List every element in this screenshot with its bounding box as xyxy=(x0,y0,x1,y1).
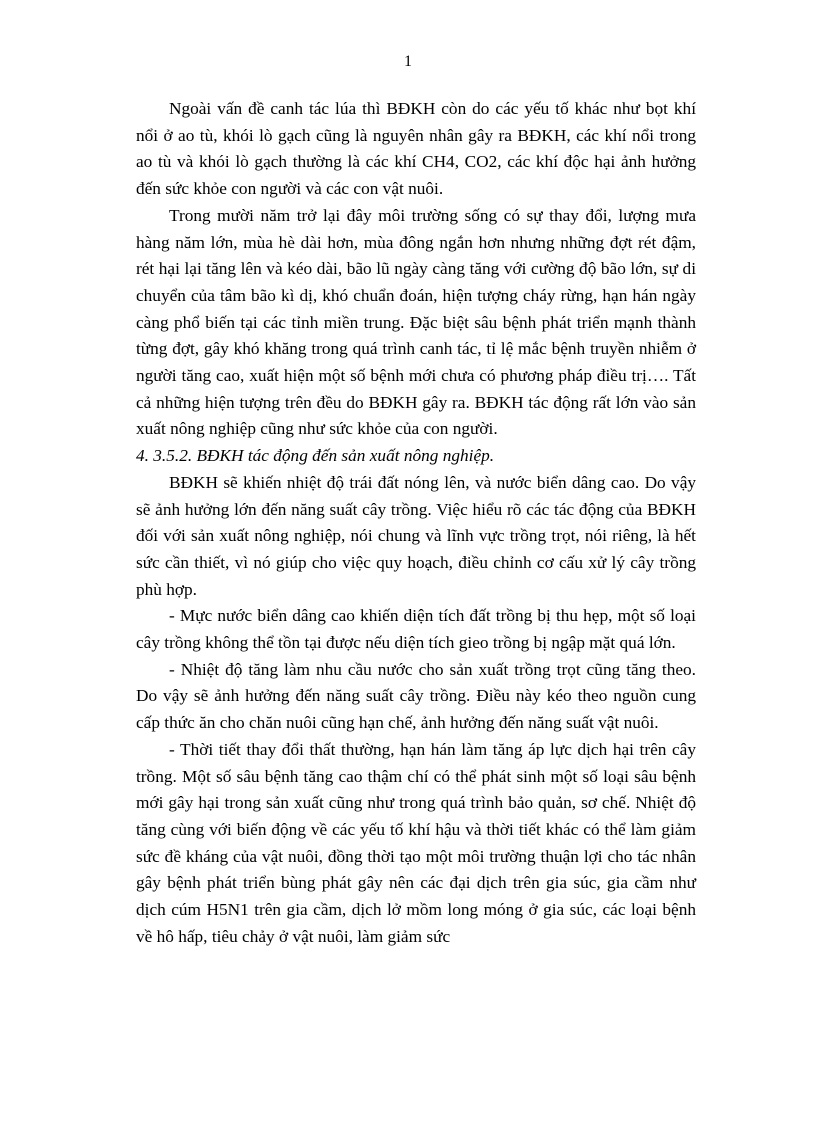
paragraph-emissions-sources: Ngoài vấn đề canh tác lúa thì BĐKH còn do các yếu tố khác như bọt khí nổi ở ao tù, khói lò gạch cũng là nguyên nhân gây ra BĐKH, các khí nổi trong ao tù và khói lò gạch thường là các khí CH4, CO2, các khí độc hại ảnh hưởng đến sức khỏe con người và các con vật nuôi. xyxy=(136,99,696,199)
paragraph-weather-pests: - Thời tiết thay đổi thất thường, hạn hán làm tăng áp lực dịch hại trên cây trồng. Một số sâu bệnh tăng cao thậm chí có thể phát sinh một số loại sâu bệnh mới gây hại trong sản xuất cũng như trong quá trình bảo quản, sơ chế. Nhiệt độ tăng cùng với biến động về các yếu tố khí hậu và thời tiết khác có thể làm giảm sức đề kháng của vật nuôi, đồng thời tạo một môi trường thuận lợi cho tác nhân gây bệnh phát triển bùng phát gây nên các đại dịch trên gia súc, gia cầm như dịch cúm H5N1 trên gia cầm, dịch lở mồm long móng ở gia súc, các loại bệnh về hô hấp, tiêu chảy ở vật nuôi, làm giảm sức xyxy=(136,739,696,946)
page-number: 1 xyxy=(404,53,412,70)
paragraph-temperature: - Nhiệt độ tăng làm nhu cầu nước cho sản xuất trồng trọt cũng tăng theo. Do vậy sẽ ảnh hưởng đến năng suất cây trồng. Điều này kéo theo nguồn cung cấp thức ăn cho chăn nuôi cũng hạn chế, ảnh hưởng đến năng suất vật nuôi. xyxy=(136,659,696,733)
section-heading: 4. 3.5.2. BĐKH tác động đến sản xuất nông nghiệp. xyxy=(136,446,495,466)
paragraph-climate-impact: BĐKH sẽ khiến nhiệt độ trái đất nóng lên, và nước biển dâng cao. Do vậy sẽ ảnh hưởng lớn đến năng suất cây trồng. Việc hiểu rõ các tác động của BĐKH đối với sản xuất nông nghiệp, nói chung và lĩnh vực trồng trọt, nói riêng, là hết sức cần thiết, vì nó giúp cho việc quy hoạch, điều chỉnh cơ cấu xử lý cây trồng phù hợp. xyxy=(136,472,696,599)
document-body xyxy=(136,96,696,951)
paragraph-environment-changes: Trong mười năm trở lại đây môi trường sống có sự thay đổi, lượng mưa hàng năm lớn, mùa hè dài hơn, mùa đông ngắn hơn nhưng những đợt rét đậm, rét hại lại tăng lên và kéo dài, bão lũ ngày càng tăng với cường độ bão lớn, sự di chuyển của tâm bão kì dị, khó chuẩn đoán, hiện tượng cháy rừng, hạn hán ngày càng phổ biến tại các tỉnh miền trung. Đặc biệt sâu bệnh phát triển mạnh thành từng đợt, gây khó khăng trong quá trình canh tác, tỉ lệ mắc bệnh truyền nhiễm ở người tăng cao, xuất hiện một số bệnh mới chưa có phương pháp điều trị…. Tất cả những hiện tượng trên đều do BĐKH gây ra. BĐKH tác động rất lớn vào sản xuất nông nghiệp cũng như sức khỏe của con người. xyxy=(136,205,696,439)
paragraph-sea-level: - Mực nước biển dâng cao khiến diện tích đất trồng bị thu hẹp, một số loại cây trồng không thể tồn tại được nếu diện tích gieo trồng bị ngập mặt quá lớn. xyxy=(136,606,696,653)
